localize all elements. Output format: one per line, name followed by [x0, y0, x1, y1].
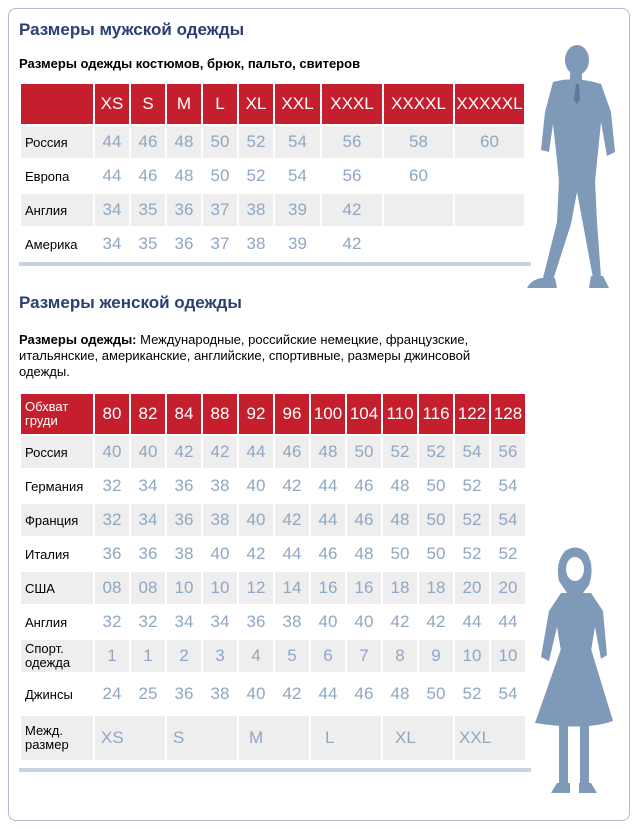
size-cell: 36 — [167, 674, 201, 714]
women-header-cell: 104 — [347, 394, 381, 434]
size-cell: 48 — [347, 538, 381, 570]
size-cell: 44 — [311, 504, 345, 536]
women-description-bold: Размеры одежды: — [19, 332, 137, 347]
size-cell: 50 — [419, 538, 453, 570]
size-cell: 20 — [455, 572, 489, 604]
row-label: США — [21, 572, 93, 604]
row-label: Франция — [21, 504, 93, 536]
size-cell: 50 — [203, 160, 237, 192]
man-silhouette-icon — [505, 42, 630, 300]
size-cell: 10 — [455, 640, 489, 672]
woman-silhouette-icon — [525, 545, 625, 803]
size-cell: 16 — [311, 572, 345, 604]
size-cell: 38 — [167, 538, 201, 570]
size-cell: 52 — [239, 126, 273, 158]
size-cell: 38 — [203, 470, 237, 502]
size-cell: 8 — [383, 640, 417, 672]
row-label: Америка — [21, 228, 93, 260]
size-cell: 58 — [384, 126, 453, 158]
men-header-cell: XXXXL — [384, 84, 453, 124]
size-cell: 52 — [455, 538, 489, 570]
size-cell: 3 — [203, 640, 237, 672]
women-header-cell: 84 — [167, 394, 201, 434]
men-header-cell: XL — [239, 84, 273, 124]
size-cell: 1 — [131, 640, 165, 672]
size-cell: 54 — [275, 126, 320, 158]
size-cell: 1 — [95, 640, 129, 672]
size-cell: 10 — [167, 572, 201, 604]
size-cell: 54 — [491, 674, 525, 714]
size-cell: 32 — [131, 606, 165, 638]
size-cell: 34 — [131, 504, 165, 536]
size-cell: 44 — [311, 674, 345, 714]
size-cell: 35 — [131, 228, 165, 260]
size-cell: 46 — [347, 674, 381, 714]
row-label: Англия — [21, 194, 93, 226]
size-cell: 48 — [383, 504, 417, 536]
size-cell: 39 — [275, 194, 320, 226]
men-header-cell: S — [131, 84, 165, 124]
row-label: Межд. размер — [21, 716, 93, 760]
row-label: Россия — [21, 436, 93, 468]
size-cell: 36 — [167, 228, 201, 260]
size-cell: 36 — [95, 538, 129, 570]
size-cell: 38 — [275, 606, 309, 638]
men-header-cell: L — [203, 84, 237, 124]
size-cell: 5 — [275, 640, 309, 672]
women-header-cell: 80 — [95, 394, 129, 434]
men-header-cell: XXL — [275, 84, 320, 124]
row-label: Спорт. одежда — [21, 640, 93, 672]
size-cell: 42 — [322, 228, 382, 260]
size-cell: 12 — [239, 572, 273, 604]
size-cell: 52 — [383, 436, 417, 468]
size-cell: 50 — [383, 538, 417, 570]
size-cell: 50 — [203, 126, 237, 158]
size-cell: 46 — [311, 538, 345, 570]
size-cell: 42 — [383, 606, 417, 638]
women-size-table — [19, 392, 527, 762]
women-description — [19, 332, 519, 380]
women-header-cell: 128 — [491, 394, 525, 434]
women-header-label: Обхват груди — [21, 394, 93, 434]
row-label: Россия — [21, 126, 93, 158]
women-header-cell: 82 — [131, 394, 165, 434]
men-row-america — [21, 228, 524, 260]
size-cell: 42 — [275, 674, 309, 714]
size-cell: 42 — [275, 504, 309, 536]
women-row-usa — [21, 572, 525, 604]
size-cell: 32 — [95, 470, 129, 502]
size-cell: 18 — [383, 572, 417, 604]
men-size-table — [19, 82, 526, 262]
women-table-divider — [19, 768, 531, 772]
size-cell: 44 — [95, 160, 129, 192]
men-section-title: Размеры мужской одежды — [19, 20, 245, 39]
women-header-cell: 92 — [239, 394, 273, 434]
women-row-international — [21, 716, 525, 760]
size-cell: 54 — [491, 470, 525, 502]
size-cell: 60 — [455, 126, 524, 158]
size-cell: 52 — [455, 504, 489, 536]
size-cell: 7 — [347, 640, 381, 672]
size-cell: 10 — [491, 640, 525, 672]
size-cell: 46 — [131, 126, 165, 158]
size-cell: 36 — [131, 538, 165, 570]
size-cell: 50 — [419, 504, 453, 536]
size-cell: 2 — [167, 640, 201, 672]
size-cell: 46 — [275, 436, 309, 468]
size-cell: 40 — [347, 606, 381, 638]
size-cell: 40 — [239, 504, 273, 536]
size-cell: 32 — [95, 606, 129, 638]
size-cell: 52 — [491, 538, 525, 570]
size-cell: 44 — [239, 436, 273, 468]
size-cell: 42 — [239, 538, 273, 570]
size-cell: 38 — [239, 228, 273, 260]
size-cell: 34 — [95, 194, 129, 226]
size-cell: 08 — [131, 572, 165, 604]
size-cell: 34 — [167, 606, 201, 638]
size-cell: 54 — [275, 160, 320, 192]
size-cell: 25 — [131, 674, 165, 714]
size-cell: 52 — [455, 470, 489, 502]
size-cell: 48 — [167, 160, 201, 192]
row-label: Джинсы — [21, 674, 93, 714]
size-cell: 40 — [239, 470, 273, 502]
women-header-cell: 110 — [383, 394, 417, 434]
intl-size-cell: S — [167, 716, 237, 760]
size-cell: 42 — [167, 436, 201, 468]
size-cell: 48 — [383, 674, 417, 714]
size-cell: 6 — [311, 640, 345, 672]
size-cell: 54 — [455, 436, 489, 468]
size-cell: 39 — [275, 228, 320, 260]
size-cell: 37 — [203, 228, 237, 260]
size-cell: 44 — [311, 470, 345, 502]
row-label: Италия — [21, 538, 93, 570]
size-cell: 40 — [131, 436, 165, 468]
women-row-italy — [21, 538, 525, 570]
women-header-cell: 116 — [419, 394, 453, 434]
size-cell: 40 — [311, 606, 345, 638]
size-cell: 35 — [131, 194, 165, 226]
size-cell: 52 — [239, 160, 273, 192]
row-label: Европа — [21, 160, 93, 192]
size-cell: 54 — [491, 504, 525, 536]
size-cell: 37 — [203, 194, 237, 226]
size-cell — [384, 194, 453, 226]
size-cell: 18 — [419, 572, 453, 604]
size-cell: 50 — [419, 470, 453, 502]
size-cell: 42 — [203, 436, 237, 468]
women-header-row — [21, 394, 525, 434]
women-description-text: Международные, российские немецкие, французские, итальянские, американские, английские, спортивные, размеры джинсовой одежды. — [19, 332, 471, 379]
men-row-russia — [21, 126, 524, 158]
men-header-row — [21, 84, 524, 124]
size-cell: 48 — [167, 126, 201, 158]
size-cell: 38 — [203, 674, 237, 714]
size-cell: 60 — [384, 160, 453, 192]
men-row-england — [21, 194, 524, 226]
size-cell: 4 — [239, 640, 273, 672]
size-cell: 50 — [347, 436, 381, 468]
size-cell: 34 — [131, 470, 165, 502]
intl-size-cell: L — [311, 716, 381, 760]
size-cell: 46 — [347, 470, 381, 502]
size-cell: 32 — [95, 504, 129, 536]
size-cell: 52 — [455, 674, 489, 714]
size-cell: 52 — [419, 436, 453, 468]
size-cell: 42 — [322, 194, 382, 226]
size-cell: 46 — [347, 504, 381, 536]
size-cell: 10 — [203, 572, 237, 604]
size-cell: 42 — [419, 606, 453, 638]
size-cell: 36 — [167, 194, 201, 226]
size-cell: 36 — [167, 504, 201, 536]
size-cell: 38 — [203, 504, 237, 536]
row-label: Германия — [21, 470, 93, 502]
women-header-cell: 122 — [455, 394, 489, 434]
size-cell: 44 — [455, 606, 489, 638]
size-cell: 40 — [95, 436, 129, 468]
size-cell: 46 — [131, 160, 165, 192]
size-cell: 44 — [491, 606, 525, 638]
men-subtitle: Размеры одежды костюмов, брюк, пальто, свитеров — [19, 56, 361, 71]
women-header-cell: 88 — [203, 394, 237, 434]
size-cell — [384, 228, 453, 260]
men-table-divider — [19, 262, 531, 266]
intl-size-cell: M — [239, 716, 309, 760]
size-cell: 56 — [322, 160, 382, 192]
size-cell: 34 — [95, 228, 129, 260]
intl-size-cell: XXL — [455, 716, 525, 760]
women-section-title: Размеры женской одежды — [19, 293, 242, 312]
size-cell: 9 — [419, 640, 453, 672]
women-row-russia — [21, 436, 525, 468]
size-cell: 16 — [347, 572, 381, 604]
size-cell: 36 — [239, 606, 273, 638]
size-cell: 48 — [383, 470, 417, 502]
size-cell: 08 — [95, 572, 129, 604]
men-header-label — [21, 84, 93, 124]
men-row-europe — [21, 160, 524, 192]
women-row-france — [21, 504, 525, 536]
women-header-cell: 96 — [275, 394, 309, 434]
men-header-cell: XXXL — [322, 84, 382, 124]
size-cell: 34 — [203, 606, 237, 638]
size-cell: 56 — [491, 436, 525, 468]
size-cell: 20 — [491, 572, 525, 604]
size-cell: 56 — [322, 126, 382, 158]
size-cell: 50 — [419, 674, 453, 714]
women-row-england — [21, 606, 525, 638]
size-cell: 48 — [311, 436, 345, 468]
size-cell: 38 — [239, 194, 273, 226]
men-header-cell: XXXXXL — [455, 84, 524, 124]
women-row-jeans — [21, 674, 525, 714]
men-header-cell: XS — [95, 84, 129, 124]
women-row-sport — [21, 640, 525, 672]
size-cell: 40 — [239, 674, 273, 714]
men-header-cell: M — [167, 84, 201, 124]
size-cell: 36 — [167, 470, 201, 502]
size-cell: 44 — [95, 126, 129, 158]
row-label: Англия — [21, 606, 93, 638]
women-header-cell: 100 — [311, 394, 345, 434]
women-row-germany — [21, 470, 525, 502]
size-cell: 14 — [275, 572, 309, 604]
size-cell: 40 — [203, 538, 237, 570]
intl-size-cell: XL — [383, 716, 453, 760]
intl-size-cell: XS — [95, 716, 165, 760]
size-cell: 44 — [275, 538, 309, 570]
size-cell: 24 — [95, 674, 129, 714]
size-cell: 42 — [275, 470, 309, 502]
